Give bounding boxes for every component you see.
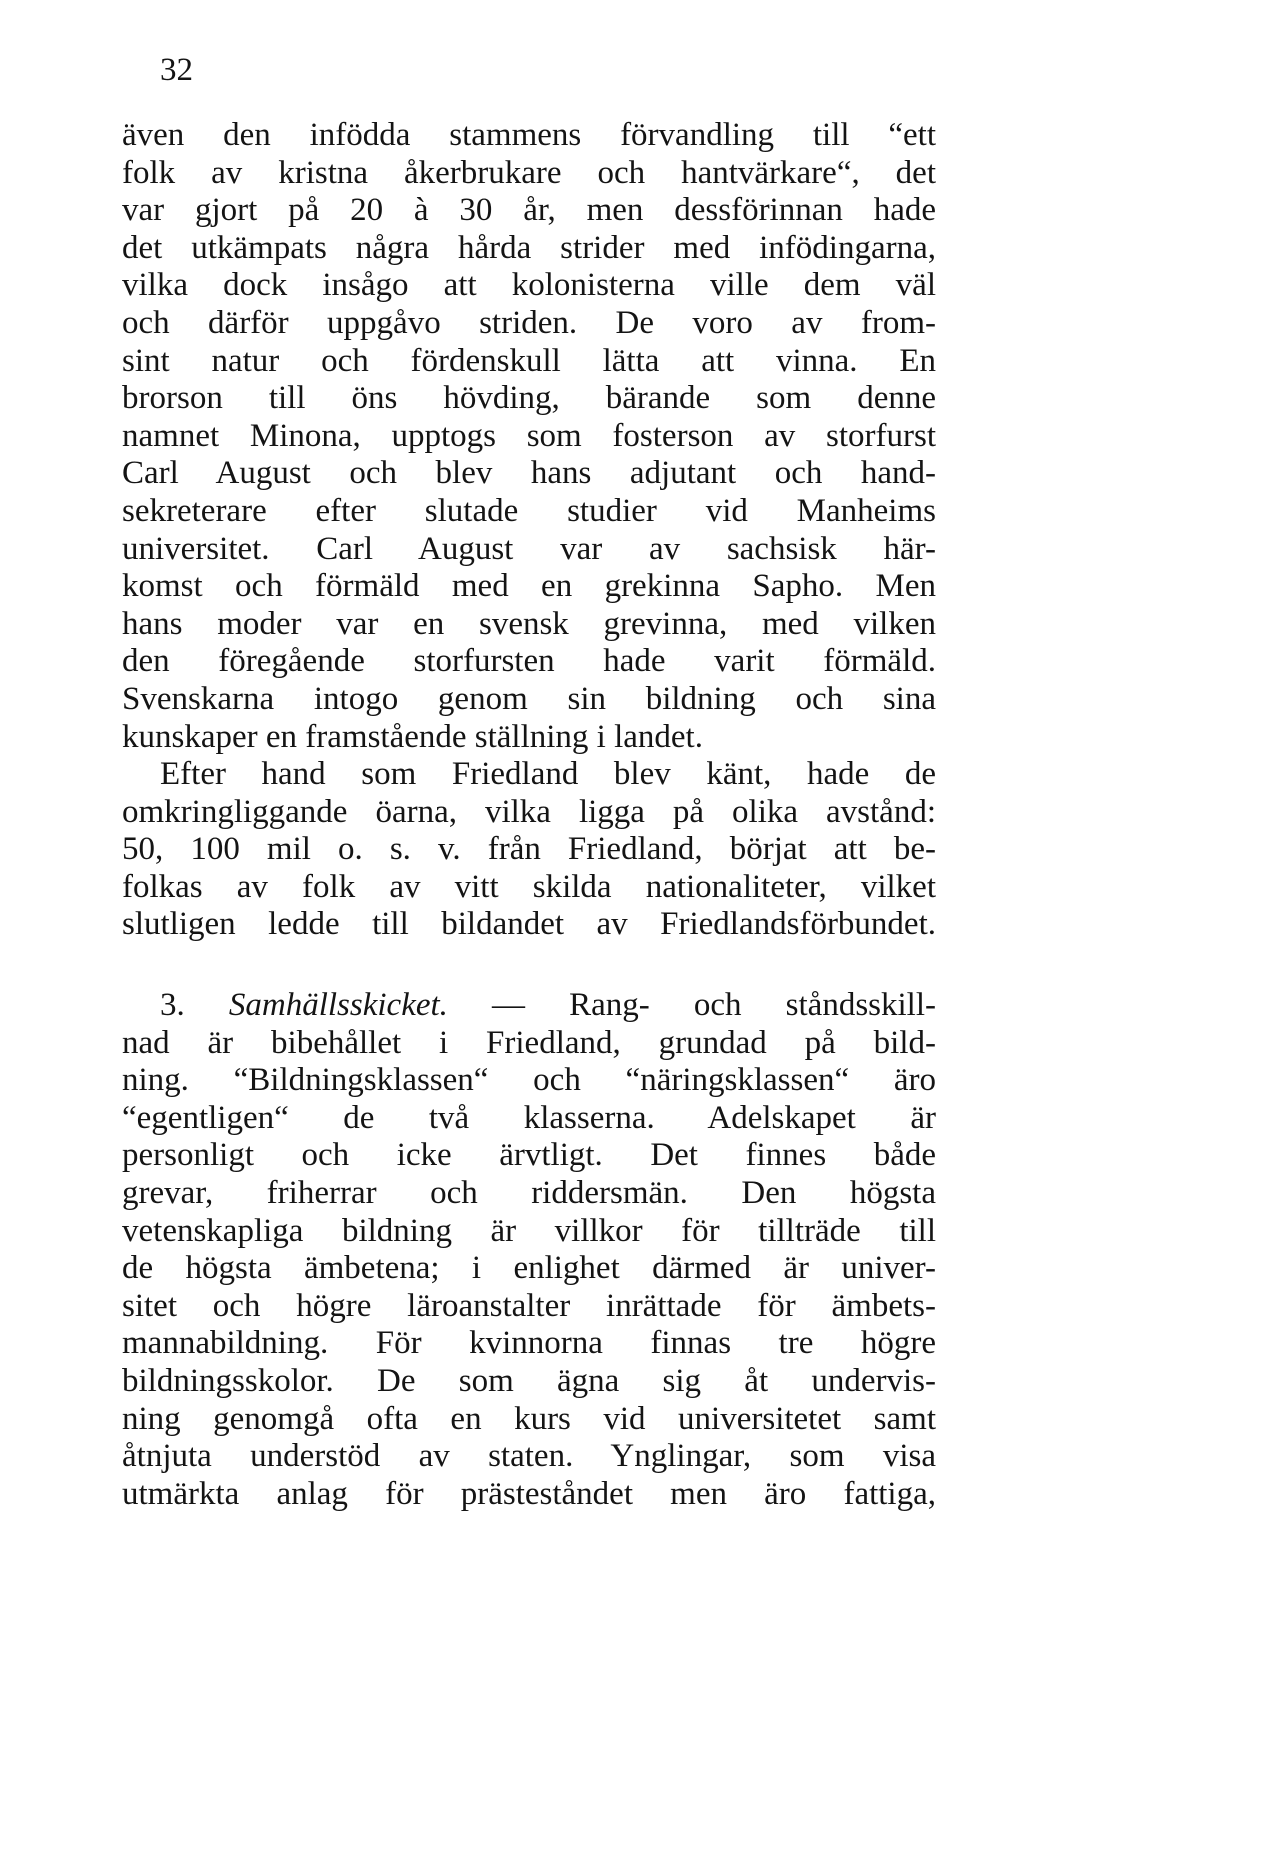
text-line: även den infödda stammens förvandling till “ett (122, 117, 936, 153)
section-3 (122, 987, 936, 1513)
text-line: namnet Minona, upptogs som fosterson av storfurst (122, 417, 936, 454)
text-line: 50, 100 mil o. s. v. från Friedland, börjat att be- (122, 831, 936, 868)
text-line: det utkämpats några hårda strider med infödingarna, (122, 229, 936, 266)
text-line: vilka dock insågo att kolonisterna ville dem väl (122, 267, 936, 304)
section-heading-line (122, 987, 936, 1025)
text-line: Carl August och blev hans adjutant och hand- (122, 455, 936, 492)
paragraph-1 (122, 117, 936, 756)
text-line: de högsta ämbetena; i enlighet därmed är univer- (122, 1250, 936, 1287)
text-line: och därför uppgåvo striden. De voro av from- (122, 304, 936, 341)
text-line: folkas av folk av vitt skilda nationaliteter, vilket (122, 868, 936, 905)
text-line: den föregående storfursten hade varit förmäld. (122, 643, 936, 680)
text-line: nad är bibehållet i Friedland, grundad på bild- (122, 1024, 936, 1061)
text-line: folk av kristna åkerbrukare och hantvärkare“, det (122, 154, 936, 191)
text-line: hans moder var en svensk grevinna, med vilken (122, 605, 936, 642)
text-line: komst och förmäld med en grekinna Sapho. Men (122, 568, 936, 605)
text-line: brorson till öns hövding, bärande som denne (122, 380, 936, 417)
text-line: bildningsskolor. De som ägna sig åt undervis- (122, 1363, 936, 1399)
section-number: 3. (160, 987, 185, 1024)
text-line: mannabildning. För kvinnorna finnas tre högre (122, 1325, 936, 1362)
text-line: Svenskarna intogo genom sin bildning och sina (122, 680, 936, 717)
text-line: ning genomgå ofta en kurs vid universitetet samt (122, 1400, 936, 1437)
text-line: kunskaper en framstående ställning i landet. (122, 718, 703, 755)
text-line: sint natur och fördenskull lätta att vinna. En (122, 342, 936, 379)
text-line: åtnjuta understöd av staten. Ynglingar, som visa (122, 1438, 936, 1475)
section-title: Samhällsskicket. (228, 987, 448, 1024)
text-line: vetenskapliga bildning är villkor för tillträde till (122, 1212, 936, 1249)
text-line: slutligen ledde till bildandet av Friedlandsförbundet. (122, 906, 936, 943)
text-line: “egentligen“ de två klasserna. Adelskapet är (122, 1099, 936, 1136)
section-gap (122, 944, 936, 987)
text-line: sekreterare efter slutade studier vid Manheims (122, 492, 936, 529)
body-text (122, 117, 936, 1513)
text-line: sitet och högre läroanstalter inrättade för ämbets- (122, 1287, 936, 1324)
text-line: var gjort på 20 à 30 år, men dessförinnan hade (122, 192, 936, 229)
section-first-line-text: — Rang- och ståndsskill- (492, 987, 937, 1024)
text-line: personligt och icke ärvtligt. Det finnes både (122, 1137, 936, 1174)
text-line: utmärkta anlag för prästeståndet men äro fattiga, (122, 1475, 936, 1512)
text-line: grevar, friherrar och riddersmän. Den högsta (122, 1175, 936, 1212)
paragraph-2 (122, 756, 936, 944)
text-line: universitet. Carl August var av sachsisk här- (122, 530, 936, 567)
text-line: Efter hand som Friedland blev känt, hade de (160, 756, 936, 793)
page-number: 32 (160, 52, 193, 88)
text-line: ning. “Bildningsklassen“ och “näringsklassen“ äro (122, 1062, 936, 1099)
text-line: omkringliggande öarna, vilka ligga på olika avstånd: (122, 793, 936, 830)
